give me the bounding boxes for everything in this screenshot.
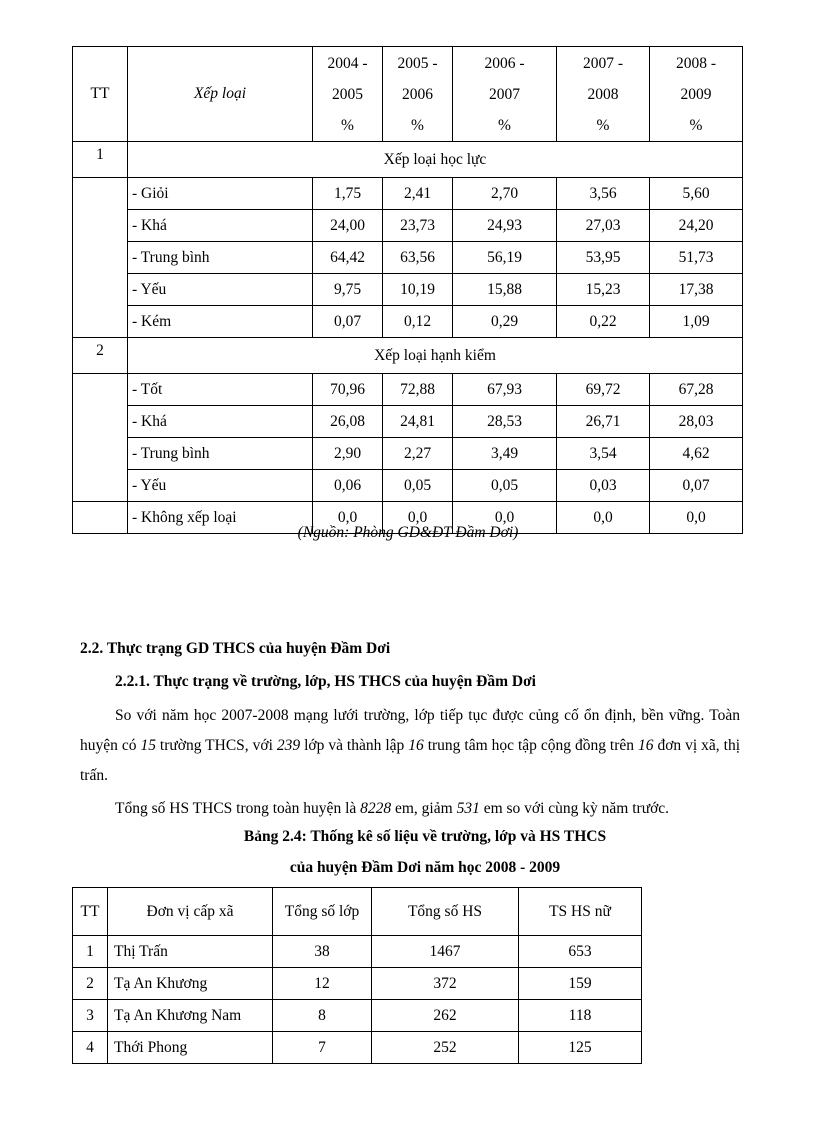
row-label: - Không xếp loại bbox=[128, 502, 313, 534]
value-cell: 0,05 bbox=[383, 470, 453, 502]
value-cell: 0,12 bbox=[383, 306, 453, 338]
value-cell: 0,29 bbox=[453, 306, 557, 338]
value-cell: 17,38 bbox=[650, 274, 743, 306]
value-cell: 24,00 bbox=[313, 210, 383, 242]
value-cell: 15,88 bbox=[453, 274, 557, 306]
row-label: - Yếu bbox=[128, 274, 313, 306]
column-header: Đơn vị cấp xã bbox=[108, 888, 273, 936]
value-cell: 53,95 bbox=[557, 242, 650, 274]
column-header: TS HS nữ bbox=[519, 888, 642, 936]
value-cell: 56,19 bbox=[453, 242, 557, 274]
section-row bbox=[73, 142, 743, 178]
number: 531 bbox=[456, 800, 480, 817]
year-unit: % bbox=[689, 116, 703, 134]
text: Tổng số HS THCS trong toàn huyện là bbox=[115, 800, 361, 817]
table-row bbox=[73, 210, 743, 242]
table-row bbox=[73, 274, 743, 306]
year-unit: % bbox=[498, 116, 511, 134]
number: 239 bbox=[276, 737, 301, 754]
class-count: 12 bbox=[273, 968, 372, 1000]
year-start: 2004 - bbox=[327, 54, 368, 72]
row-label: - Khá bbox=[128, 210, 313, 242]
text: đơn vị xã, thị trấn. bbox=[80, 737, 740, 784]
row-label: - Tốt bbox=[128, 374, 313, 406]
value-cell: 24,20 bbox=[650, 210, 743, 242]
section-heading: 2.2. Thực trạng GD THCS của huyện Đầm Dơi bbox=[80, 640, 391, 657]
text: trung tâm học tập cộng đồng trên bbox=[423, 737, 638, 754]
header-year bbox=[313, 47, 383, 142]
value-cell: 0,0 bbox=[313, 502, 383, 534]
column-header: Tổng số HS bbox=[372, 888, 519, 936]
number: 16 bbox=[408, 737, 424, 754]
header-xep-loai: Xếp loại bbox=[128, 47, 313, 142]
student-count: 1467 bbox=[372, 936, 519, 968]
value-cell: 24,81 bbox=[383, 406, 453, 438]
table-row bbox=[73, 1000, 642, 1032]
text: So với năm học 2007-2008 mạng lưới trường, lớp tiếp tục được củng cố ổn định, bền vững. Toàn huyện có bbox=[80, 707, 740, 754]
female-student-count: 653 bbox=[519, 936, 642, 968]
header-year bbox=[383, 47, 453, 142]
section-title: Xếp loại học lực bbox=[128, 142, 743, 178]
number: 8228 bbox=[360, 800, 392, 817]
class-count: 38 bbox=[273, 936, 372, 968]
value-cell: 1,75 bbox=[313, 178, 383, 210]
commune-name: Thị Trấn bbox=[108, 936, 273, 968]
value-cell: 2,70 bbox=[453, 178, 557, 210]
value-cell: 3,56 bbox=[557, 178, 650, 210]
value-cell: 28,03 bbox=[650, 406, 743, 438]
value-cell: 4,62 bbox=[650, 438, 743, 470]
value-cell: 3,49 bbox=[453, 438, 557, 470]
year-start: 2006 - bbox=[484, 54, 525, 72]
empty-cell bbox=[73, 178, 128, 338]
value-cell: 0,0 bbox=[453, 502, 557, 534]
table-row bbox=[73, 406, 743, 438]
row-label: - Giỏi bbox=[128, 178, 313, 210]
year-end: 2006 bbox=[402, 85, 433, 103]
value-cell: 70,96 bbox=[313, 374, 383, 406]
header-year bbox=[557, 47, 650, 142]
subsection-heading: 2.2.1. Thực trạng về trường, lớp, HS THCS của huyện Đầm Dơi bbox=[115, 673, 536, 690]
value-cell: 67,28 bbox=[650, 374, 743, 406]
value-cell: 3,54 bbox=[557, 438, 650, 470]
value-cell: 23,73 bbox=[383, 210, 453, 242]
text: trường THCS, với bbox=[155, 737, 277, 754]
row-label: - Khá bbox=[128, 406, 313, 438]
value-cell: 64,42 bbox=[313, 242, 383, 274]
year-unit: % bbox=[341, 116, 354, 134]
year-end: 2007 bbox=[489, 85, 520, 103]
year-start: 2005 - bbox=[397, 54, 438, 72]
year-start: 2007 - bbox=[582, 54, 624, 72]
row-number: 1 bbox=[73, 936, 108, 968]
table-source-note: (Nguồn: Phòng GD&ĐT Đầm Dơi) bbox=[297, 524, 519, 541]
value-cell: 0,0 bbox=[557, 502, 650, 534]
text: lớp và thành lập bbox=[300, 737, 409, 754]
value-cell: 28,53 bbox=[453, 406, 557, 438]
year-end: 2008 bbox=[587, 85, 619, 103]
table-row bbox=[73, 968, 642, 1000]
student-count: 252 bbox=[372, 1032, 519, 1064]
number: 16 bbox=[638, 737, 654, 754]
table-row bbox=[73, 178, 743, 210]
text: em, giảm bbox=[391, 800, 457, 817]
year-end: 2005 bbox=[332, 85, 363, 103]
value-cell: 2,27 bbox=[383, 438, 453, 470]
row-label: - Trung bình bbox=[128, 242, 313, 274]
value-cell: 72,88 bbox=[383, 374, 453, 406]
row-number: 2 bbox=[73, 968, 108, 1000]
column-header: TT bbox=[73, 888, 108, 936]
year-unit: % bbox=[596, 116, 610, 134]
row-label: - Kém bbox=[128, 306, 313, 338]
school-statistics-table bbox=[72, 887, 642, 1064]
year-start: 2008 - bbox=[675, 54, 717, 72]
table-row bbox=[73, 242, 743, 274]
class-count: 7 bbox=[273, 1032, 372, 1064]
value-cell: 51,73 bbox=[650, 242, 743, 274]
value-cell: 10,19 bbox=[383, 274, 453, 306]
value-cell: 26,08 bbox=[313, 406, 383, 438]
header-tt: TT bbox=[73, 47, 128, 142]
table-row bbox=[73, 306, 743, 338]
student-count: 372 bbox=[372, 968, 519, 1000]
table-header-row bbox=[73, 47, 743, 142]
section-number: 2 bbox=[73, 338, 128, 374]
value-cell: 0,07 bbox=[650, 470, 743, 502]
commune-name: Tạ An Khương bbox=[108, 968, 273, 1000]
value-cell: 67,93 bbox=[453, 374, 557, 406]
value-cell: 1,09 bbox=[650, 306, 743, 338]
value-cell: 15,23 bbox=[557, 274, 650, 306]
commune-name: Tạ An Khương Nam bbox=[108, 1000, 273, 1032]
female-student-count: 118 bbox=[519, 1000, 642, 1032]
commune-name: Thới Phong bbox=[108, 1032, 273, 1064]
table-row bbox=[73, 1032, 642, 1064]
value-cell: 0,0 bbox=[383, 502, 453, 534]
table-header-row bbox=[73, 888, 642, 936]
table-row bbox=[73, 438, 743, 470]
row-label: - Trung bình bbox=[128, 438, 313, 470]
row-number: 4 bbox=[73, 1032, 108, 1064]
section-number: 1 bbox=[73, 142, 128, 178]
value-cell: 0,06 bbox=[313, 470, 383, 502]
value-cell: 0,22 bbox=[557, 306, 650, 338]
value-cell: 69,72 bbox=[557, 374, 650, 406]
table-caption-subtitle: của huyện Đầm Dơi năm học 2008 - 2009 bbox=[289, 859, 561, 876]
table-row bbox=[73, 374, 743, 406]
value-cell: 9,75 bbox=[313, 274, 383, 306]
number: 15 bbox=[140, 737, 156, 754]
value-cell: 27,03 bbox=[557, 210, 650, 242]
female-student-count: 125 bbox=[519, 1032, 642, 1064]
column-header: Tổng số lớp bbox=[273, 888, 372, 936]
section-title: Xếp loại hạnh kiểm bbox=[128, 338, 743, 374]
value-cell: 24,93 bbox=[453, 210, 557, 242]
table-row bbox=[73, 936, 642, 968]
female-student-count: 159 bbox=[519, 968, 642, 1000]
value-cell: 63,56 bbox=[383, 242, 453, 274]
value-cell: 26,71 bbox=[557, 406, 650, 438]
year-end: 2009 bbox=[680, 85, 712, 103]
header-year bbox=[650, 47, 743, 142]
text: em so với cùng kỳ năm trước. bbox=[479, 800, 670, 817]
value-cell: 2,41 bbox=[383, 178, 453, 210]
row-number: 3 bbox=[73, 1000, 108, 1032]
year-unit: % bbox=[411, 116, 424, 134]
header-year bbox=[453, 47, 557, 142]
value-cell: 0,07 bbox=[313, 306, 383, 338]
academic-conduct-table bbox=[72, 46, 743, 534]
value-cell: 2,90 bbox=[313, 438, 383, 470]
paragraph-student-total bbox=[80, 794, 740, 824]
table-caption: Bảng 2.4: Thống kê số liệu về trường, lớp và HS THCS bbox=[243, 828, 607, 845]
row-label: - Yếu bbox=[128, 470, 313, 502]
paragraph-school-network bbox=[80, 701, 740, 791]
value-cell: 5,60 bbox=[650, 178, 743, 210]
table-row bbox=[73, 470, 743, 502]
student-count: 262 bbox=[372, 1000, 519, 1032]
value-cell: 0,03 bbox=[557, 470, 650, 502]
empty-cell bbox=[73, 374, 128, 502]
value-cell: 0,0 bbox=[650, 502, 743, 534]
class-count: 8 bbox=[273, 1000, 372, 1032]
section-row bbox=[73, 338, 743, 374]
value-cell: 0,05 bbox=[453, 470, 557, 502]
